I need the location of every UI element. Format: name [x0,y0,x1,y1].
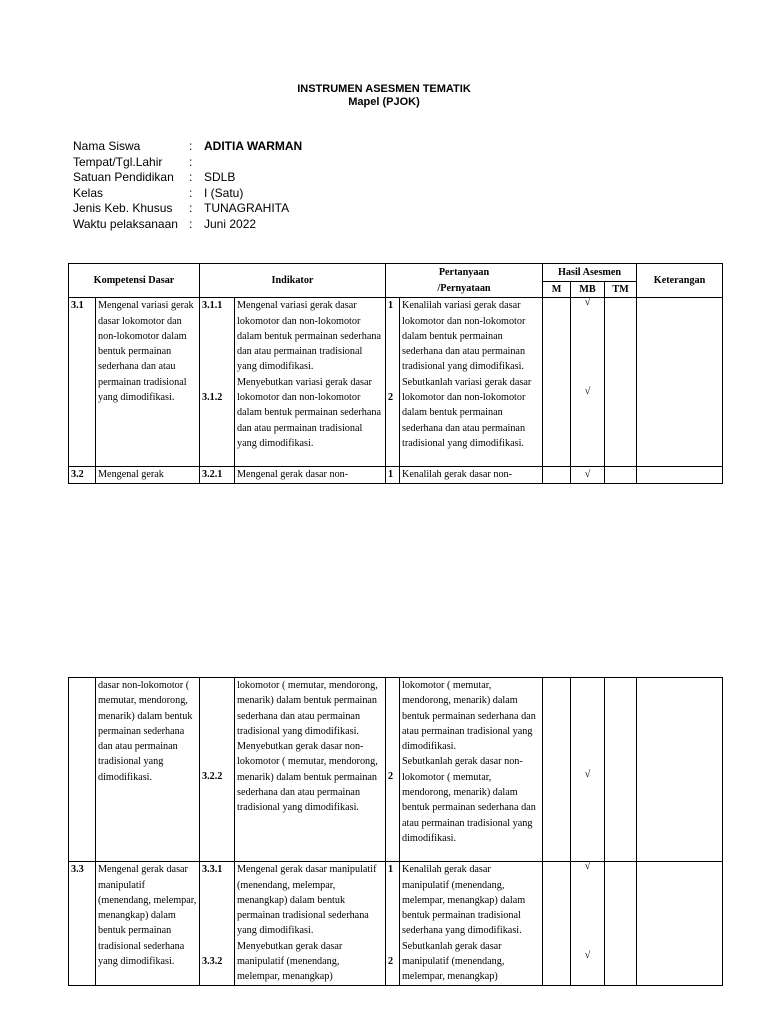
check-mark: √ [584,769,591,780]
indikator-number: 3.2.1 [200,467,235,483]
indikator-text: Menyebutkan gerak dasar non- lokomotor ( memutar, mendorong, menarik) dalam bentuk permainan sederhana dan atau permainan tradisional yang dimodifikasi. [237,741,378,814]
question-text: lokomotor ( memutar, mendorong, menarik) dalam bentuk permainan sederhana dan atau permainan tradisional yang dimodifikasi. [402,680,536,753]
question-numbers [386,862,400,985]
info-colon: : [189,201,193,215]
assessment-table-page2 [68,677,723,986]
result-m-cell [543,467,571,483]
info-value-satuan: SDLB [204,170,236,184]
table-row [69,678,723,862]
info-label: Jenis Keb. Khusus [73,201,173,215]
check-mark: √ [571,467,605,483]
header-pertanyaan-line1: Pertanyaan [438,267,490,279]
kd-number-empty [69,678,96,862]
header-m: M [543,282,571,298]
indikator-text: Menyebutkan variasi gerak dasar lokomotor dan non-lokomotor dalam bentuk permainan sederhana dan atau permainan tradisional yang dimodifikasi. [237,376,381,449]
indikator-number: 3.1.1 [202,300,223,312]
result-m-cell [543,862,571,985]
check-mark: √ [584,385,591,397]
header-tm: TM [605,282,637,298]
question-number: 1 [386,467,400,483]
table-row [69,298,723,467]
question-text: Sebutkanlah gerak dasar non- lokomotor ( memutar, mendorong, menarik) dalam bentuk permainan sederhana dan atau permainan tradisional yang dimodifikasi. [402,756,536,844]
header-indikator: Indikator [200,264,386,298]
kd-text: Mengenal variasi gerak dasar lokomotor dan non-lokomotor dalam bentuk permainan sederhana dan atau permainan tradisional yang dimodifikasi. [96,298,200,467]
info-colon: : [189,185,193,200]
info-label: Kelas [73,185,104,200]
info-value-kelas: I (Satu) [204,185,244,200]
indikator-texts [235,298,386,467]
info-label: Waktu pelaksanaan [73,216,178,231]
question-text: Sebutkanlah variasi gerak dasar lokomotor dan non-lokomotor dalam bentuk permainan sederhana dan atau permainan tradisional yang dimodifikasi. [402,376,532,449]
keterangan-cell [637,678,723,862]
indikator-text: Mengenal variasi gerak dasar lokomotor dan non-lokomotor dalam bentuk permainan sederhana dan atau permainan tradisional yang dimodifikasi. [237,300,381,373]
indikator-number: 3.2.2 [202,771,223,782]
document-subtitle: Mapel (PJOK) [348,96,420,108]
info-label: Satuan Pendidikan [73,170,174,184]
table-row [69,862,723,985]
question-number: 1 [388,300,394,312]
kd-text: dasar non-lokomotor ( memutar, mendorong, menarik) dalam bentuk permainan sederhana dan atau permainan tradisional yang dimodifikasi. [96,678,200,862]
indikator-text: lokomotor ( memutar, mendorong, menarik) dalam bentuk permainan sederhana dan atau permainan tradisional yang dimodifikasi. [237,680,378,737]
result-tm-cell [605,467,637,483]
question-numbers [386,298,400,467]
check-mark: √ [584,297,591,309]
info-value-nama: ADITIA WARMAN [204,139,303,153]
keterangan-cell [637,862,723,985]
kd-number: 3.1 [69,298,96,467]
info-colon: : [189,216,193,231]
indikator-text: Mengenal gerak dasar non- [235,467,386,483]
info-colon: : [189,139,193,153]
question-text: Sebutkanlah gerak dasar manipulatif (menendang, melempar, menangkap) [402,940,505,983]
indikator-text: Menyebutkan gerak dasar manipulatif (menendang, melempar, menangkap) [237,940,343,983]
header-keterangan: Keterangan [637,264,723,298]
indikator-number: 3.1.2 [202,391,223,403]
result-mb-cell [571,862,605,985]
header-pertanyaan-line2: /Pernyataan [437,282,491,294]
question-text: Kenalilah variasi gerak dasar lokomotor dan non-lokomotor dalam bentuk permainan sederhana dan atau permainan tradisional yang dimodifikasi. [402,300,526,373]
question-text: Kenalilah gerak dasar manipulatif (menendang, melempar, menangkap) dalam bentuk permainan tradisional sederhana yang dimodifikasi. [402,864,526,937]
check-mark: √ [584,949,591,961]
indikator-text: Mengenal gerak dasar manipulatif (menendang, melempar, menangkap) dalam bentuk permainan tradisional sederhana yang dimodifikasi. [237,864,377,937]
kd-number: 3.3 [69,862,96,985]
indikator-number: 3.3.1 [202,864,223,876]
question-text: Kenalilah gerak dasar non- [400,467,543,483]
question-number: 1 [388,864,394,876]
question-texts [400,862,543,985]
header-pertanyaan [386,264,543,298]
result-mb-cell [571,678,605,862]
result-tm-cell [605,298,637,467]
info-value-waktu: Juni 2022 [204,216,257,231]
result-mb-cell [571,298,605,467]
question-numbers [386,678,400,862]
document-title: INSTRUMEN ASESMEN TEMATIK [297,83,471,95]
indikator-texts [235,862,386,985]
question-texts [400,678,543,862]
info-label: Nama Siswa [73,139,141,153]
result-tm-cell [605,862,637,985]
header-mb: MB [571,282,605,298]
header-kompetensi-dasar: Kompetensi Dasar [69,264,200,298]
info-colon: : [189,170,193,184]
result-m-cell [543,298,571,467]
indikator-number: 3.3.2 [202,955,223,967]
indikator-texts [235,678,386,862]
indikator-numbers [200,298,235,467]
kd-text: Mengenal gerak [96,467,200,483]
keterangan-cell [637,467,723,483]
assessment-table-page1 [68,263,723,484]
table-row [69,467,723,483]
header-hasil-asesmen: Hasil Asesmen [543,264,637,282]
info-value-jenis: TUNAGRAHITA [204,201,290,215]
question-number: 2 [388,955,394,967]
result-m-cell [543,678,571,862]
question-number: 2 [388,391,394,403]
indikator-numbers [200,862,235,985]
indikator-numbers [200,678,235,862]
kd-text: Mengenal gerak dasar manipulatif (menendang, melempar, menangkap) dalam bentuk permainan tradisional sederhana yang dimodifikasi. [96,862,200,985]
question-texts [400,298,543,467]
result-tm-cell [605,678,637,862]
keterangan-cell [637,298,723,467]
info-label: Tempat/Tgl.Lahir [73,154,163,169]
info-colon: : [189,154,193,169]
check-mark: √ [584,861,591,873]
question-number: 2 [388,771,394,782]
kd-number: 3.2 [69,467,96,483]
